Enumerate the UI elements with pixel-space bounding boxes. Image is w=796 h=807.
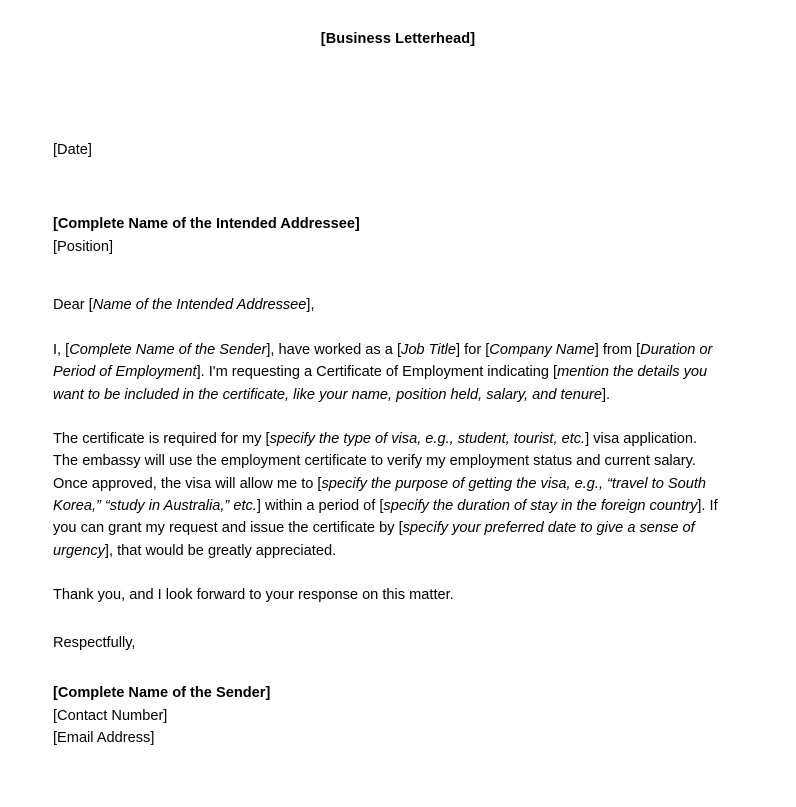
p2-visa-purpose-placeholder: specify the purpose of getting the visa, e.g., “travel to South Korea,” “study in Australia,” etc. bbox=[53, 475, 707, 514]
p1-seg7: ] from [ bbox=[594, 342, 641, 359]
sender-name: [Complete Name of the Sender] bbox=[53, 685, 271, 702]
p1-duration-placeholder: Duration or Period of Employment bbox=[53, 342, 713, 381]
p2-seg3: ] visa application. The embassy will use the employment certificate to verify my employment status and current salary. Once approved, the visa will allow me to [ bbox=[53, 431, 698, 492]
p2-seg5: ] within a period of [ bbox=[256, 497, 384, 514]
business-letterhead-heading: [Business Letterhead] bbox=[320, 31, 476, 47]
p1-seg1: I, [ bbox=[53, 342, 70, 359]
complimentary-close: Respectfully, bbox=[53, 635, 136, 652]
salutation-name-placeholder: Name of the Intended Addressee bbox=[92, 296, 307, 313]
salutation-greeting: Dear [ bbox=[53, 296, 93, 313]
sender-contact-number: [Contact Number] bbox=[53, 707, 168, 724]
p1-seg11: ]. bbox=[601, 386, 611, 403]
addressee-name: [Complete Name of the Intended Addressee] bbox=[53, 216, 360, 233]
p1-seg9: ]. I'm requesting a Certificate of Employment indicating [ bbox=[196, 364, 558, 381]
p1-seg5: ] for [ bbox=[456, 342, 490, 359]
spacer-after-salutation bbox=[53, 316, 723, 339]
p2-preferred-date-placeholder: specify your preferred date to give a sense of urgency bbox=[53, 520, 695, 559]
p2-seg7: ]. If you can grant my request and issue the certificate by [ bbox=[53, 497, 718, 537]
p2-seg1: The certificate is required for my [ bbox=[53, 431, 270, 448]
p2-stay-duration-placeholder: specify the duration of stay in the foreign country bbox=[383, 497, 698, 514]
paragraph-thank-you: Thank you, and I look forward to your response on this matter. bbox=[53, 586, 454, 603]
p1-job-title-placeholder: Job Title bbox=[401, 342, 457, 359]
spacer-after-date bbox=[53, 161, 723, 213]
letter-body bbox=[53, 139, 723, 749]
p2-visa-type-placeholder: specify the type of visa, e.g., student, tourist, etc. bbox=[269, 431, 586, 448]
spacer-after-paragraph-1 bbox=[53, 406, 723, 428]
salutation-closing-bracket: ], bbox=[306, 296, 315, 313]
p2-seg9: ], that would be greatly appreciated. bbox=[104, 542, 337, 559]
addressee-position: [Position] bbox=[53, 238, 114, 255]
spacer-after-addressee bbox=[53, 258, 723, 294]
p1-seg3: ], have worked as a [ bbox=[266, 342, 402, 359]
paragraph-visa-purpose bbox=[53, 428, 723, 562]
p1-sender-name-placeholder: Complete Name of the Sender bbox=[69, 342, 267, 359]
p1-company-name-placeholder: Company Name bbox=[489, 342, 595, 359]
spacer-before-close bbox=[53, 606, 723, 632]
sender-email-address: [Email Address] bbox=[53, 730, 155, 747]
paragraph-employment-details bbox=[53, 339, 723, 406]
spacer-after-paragraph-2 bbox=[53, 562, 723, 584]
salutation bbox=[53, 294, 723, 316]
date-placeholder: [Date] bbox=[53, 142, 92, 158]
spacer-signature-block bbox=[53, 654, 723, 682]
p1-details-placeholder: mention the details you want to be included in the certificate, like your name, position held, salary, and tenure bbox=[53, 364, 708, 403]
